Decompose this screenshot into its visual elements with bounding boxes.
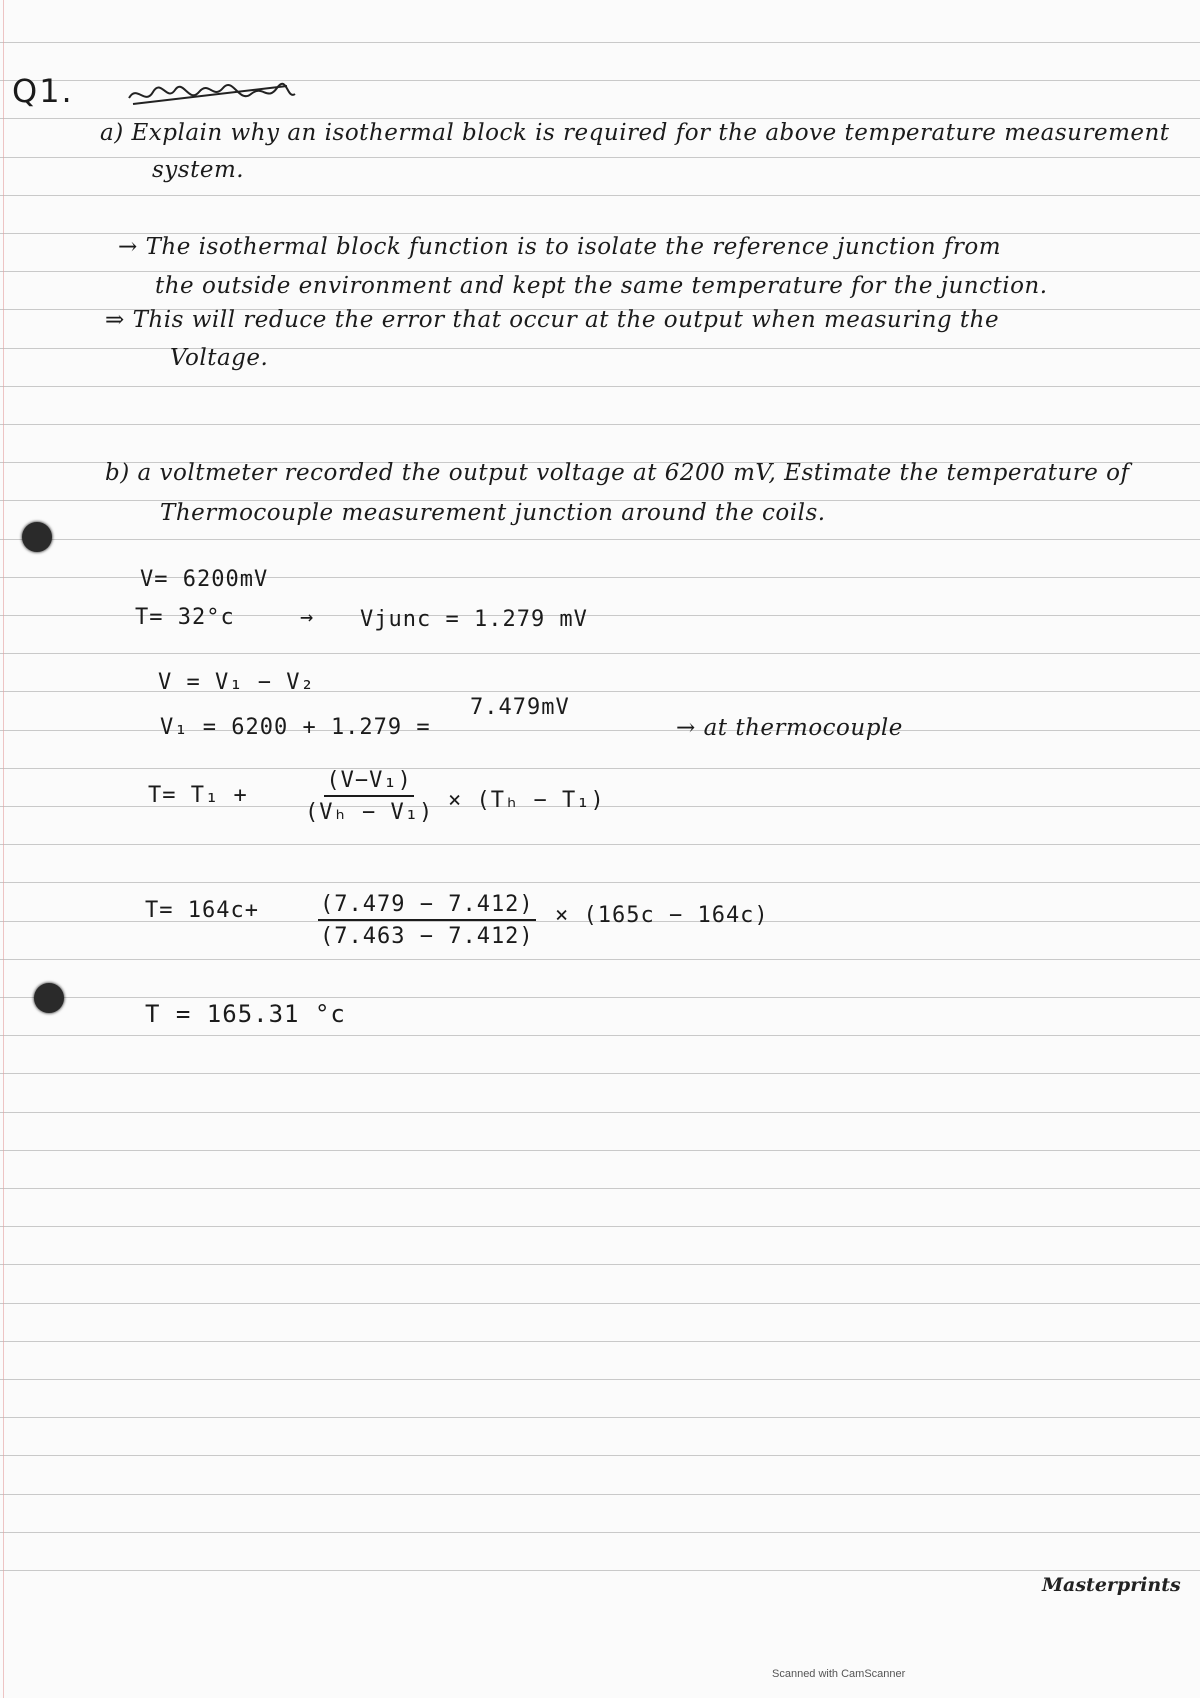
sub-denominator: (7.463 − 7.412) — [320, 924, 534, 949]
arrow-1: → — [300, 605, 315, 630]
part-a-prompt-line2: system. — [152, 157, 245, 183]
interp-lhs: T= T₁ + — [148, 783, 248, 808]
interp-rhs: × (Tₕ − T₁) — [448, 788, 605, 813]
part-b-prompt-line2: Thermocouple measurement junction around the coils. — [160, 500, 826, 526]
ruled-line — [0, 844, 1200, 845]
ruled-line — [0, 1455, 1200, 1456]
part-a-prompt-line1: a) Explain why an isothermal block is required for the above temperature measurement — [100, 120, 1170, 146]
part-a-answer-line2: the outside environment and kept the same temperature for the junction. — [155, 273, 1048, 299]
ruled-line — [0, 1035, 1200, 1036]
ruled-line — [0, 118, 1200, 119]
ruled-line — [0, 1417, 1200, 1418]
ruled-line — [0, 1570, 1200, 1571]
ruled-line — [0, 42, 1200, 43]
part-a-answer-line3: ⇒ This will reduce the error that occur at the output when measuring the — [105, 307, 1000, 333]
interp-denominator: (Vₕ − V₁) — [305, 800, 434, 825]
interp-numerator: (V−V₁) — [324, 768, 413, 797]
ruled-line — [0, 424, 1200, 425]
ruled-line — [0, 1379, 1200, 1380]
equation-v1: V₁ = 6200 + 1.279 = — [160, 715, 431, 740]
ruled-line — [0, 271, 1200, 272]
at-thermocouple-note: → at thermocouple — [676, 715, 903, 741]
binder-hole-bottom — [34, 983, 64, 1013]
binder-hole-top — [22, 522, 52, 552]
scanner-footer: Scanned with CamScanner — [772, 1668, 906, 1680]
ruled-line — [0, 1226, 1200, 1227]
sub-numerator: (7.479 − 7.412) — [318, 892, 536, 921]
sub-fraction — [318, 892, 536, 949]
junction-voltage: Vjunc = 1.279 mV — [360, 607, 588, 632]
ruled-line — [0, 768, 1200, 769]
ruled-line — [0, 882, 1200, 883]
ruled-line — [0, 997, 1200, 998]
ruled-line — [0, 1264, 1200, 1265]
ruled-line — [0, 1532, 1200, 1533]
given-voltage: V= 6200mV — [140, 567, 269, 592]
paper-brand-logo: Masterprints — [1042, 1574, 1181, 1596]
final-result: T = 165.31 °c — [145, 1000, 346, 1028]
ruled-line — [0, 1341, 1200, 1342]
ruled-line — [0, 959, 1200, 960]
ruled-line — [0, 1303, 1200, 1304]
part-a-answer-line4: Voltage. — [170, 345, 269, 371]
equation-v: V = V₁ − V₂ — [158, 670, 315, 695]
part-b-prompt-line1: b) a voltmeter recorded the output voltage at 6200 mV, Estimate the temperature of — [105, 460, 1130, 486]
sub-rhs: × (165c − 164c) — [555, 903, 769, 928]
sub-lhs: T= 164c+ — [145, 898, 259, 923]
question-number: Q1. — [12, 72, 74, 110]
ruled-line — [0, 1150, 1200, 1151]
ruled-line — [0, 1112, 1200, 1113]
interp-fraction — [305, 768, 433, 825]
part-a-answer-line1: → The isothermal block function is to isolate the reference junction from — [118, 234, 1002, 260]
ruled-line — [0, 386, 1200, 387]
ruled-line — [0, 539, 1200, 540]
ruled-line — [0, 195, 1200, 196]
ruled-line — [0, 1188, 1200, 1189]
equation-v1-result: 7.479mV — [470, 695, 570, 720]
ruled-line — [0, 1073, 1200, 1074]
ruled-line — [0, 1494, 1200, 1495]
crossed-out-scribble — [127, 80, 297, 110]
given-temperature: T= 32°c — [135, 605, 235, 630]
margin-line — [3, 0, 4, 1698]
ruled-line — [0, 653, 1200, 654]
